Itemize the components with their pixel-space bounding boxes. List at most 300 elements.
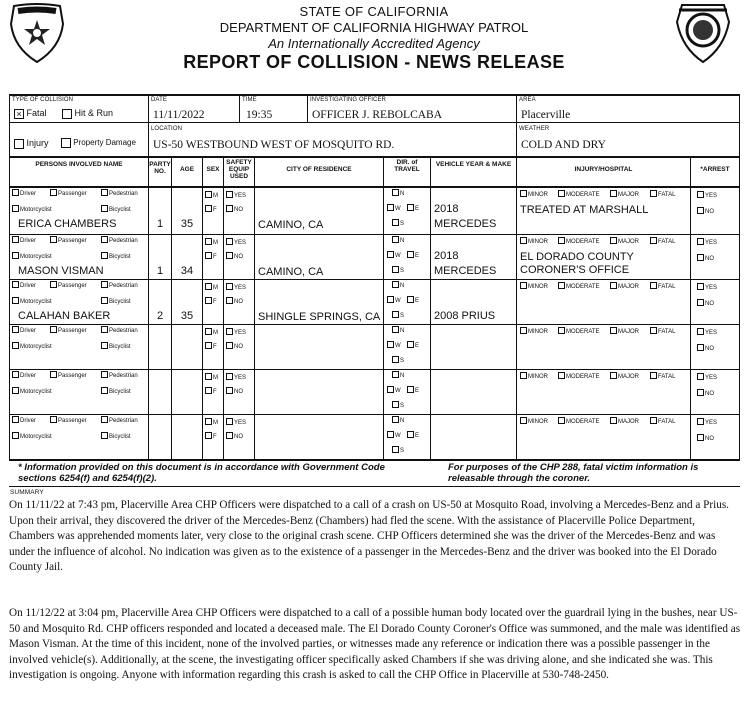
arrest-yes-checkbox[interactable] [697,191,704,198]
summary-label: SUMMARY [10,489,44,496]
sex-f-option[interactable] [205,298,217,305]
injury-minor-checkbox[interactable] [520,282,527,289]
sex-f-label: F [213,344,217,351]
arrest-yes-option[interactable] [697,239,717,246]
dir-e-checkbox[interactable] [407,386,414,393]
passenger-option[interactable] [50,190,87,197]
sex-f-checkbox[interactable] [205,205,212,212]
driver-label: Driver [20,328,36,335]
sex-f-option[interactable] [205,253,217,260]
bicyclist-option[interactable] [101,433,131,440]
bicyclist-option[interactable] [101,343,131,350]
dir-e-checkbox[interactable] [407,296,414,303]
arrest-yes-checkbox[interactable] [697,418,704,425]
injury-minor-label: MINOR [528,284,548,291]
dir-w-option[interactable] [387,252,401,259]
safety-no-checkbox[interactable] [226,387,233,394]
injury-minor-option[interactable] [520,283,548,290]
sex-f-option[interactable] [205,206,217,213]
sex-m-checkbox[interactable] [205,418,212,425]
dir-e-option[interactable] [407,432,419,439]
driver-option[interactable] [12,190,36,197]
injury-major-option[interactable] [610,328,639,335]
injury-moderate-checkbox[interactable] [558,417,565,424]
injury-fatal-option[interactable] [650,191,675,198]
hit-run-checkbox[interactable] [62,109,72,119]
dir-w-option[interactable] [387,205,401,212]
driver-checkbox[interactable] [12,281,19,288]
dir-w-checkbox[interactable] [387,341,394,348]
injury-major-checkbox[interactable] [610,372,617,379]
passenger-checkbox[interactable] [50,236,57,243]
safety-yes-option[interactable] [226,374,246,381]
injury-fatal-checkbox[interactable] [650,327,657,334]
safety-yes-checkbox[interactable] [226,238,233,245]
dir-w-option[interactable] [387,297,401,304]
injury-major-checkbox[interactable] [610,237,617,244]
injury-fatal-label: FATAL [658,239,676,246]
injury-fatal-label: FATAL [658,374,676,381]
injury-fatal-option[interactable] [650,418,675,425]
bicyclist-checkbox[interactable] [101,252,108,259]
dir-s-option[interactable] [392,447,404,454]
bicyclist-checkbox[interactable] [101,205,108,212]
dir-n-label: N [400,418,405,425]
bicyclist-option[interactable] [101,253,131,260]
driver-label: Driver [20,238,36,245]
arrest-no-label: NO [705,256,714,263]
dir-e-checkbox[interactable] [407,431,414,438]
sex-f-checkbox[interactable] [205,297,212,304]
injury-fatal-checkbox[interactable] [650,417,657,424]
injury-moderate-option[interactable] [558,191,600,198]
dir-e-option[interactable] [407,297,419,304]
motorcyclist-checkbox[interactable] [12,387,19,394]
dir-n-label: N [400,238,405,245]
safety-yes-option[interactable] [226,329,246,336]
arrest-yes-label: YES [705,285,718,292]
passenger-option[interactable] [50,417,87,424]
bicyclist-checkbox[interactable] [101,432,108,439]
dir-w-checkbox[interactable] [387,204,394,211]
footnote-government-code: * Information provided on this document is in accordance with Government Code sections 6254(f) and 6254(f)(2). [18,462,385,484]
summary-paragraph-2: On 11/12/22 at 3:04 pm, Placerville Area CHP Officers were dispatched to a call of a possible human body located over the guardrail lying in the bushes, near US-50 and Mosquito Rd. CHP officers responded and located a deceased male. The El Dorado County Coroner's Office was summoned, and the male was identified as Mason Visman. At the time of this incident, none of the involved parties, or witnesses made any reference or indication there was a possible passenger in the involved vehicle(s). Additionally, at the scene, the investigating officer specifically asked Chambers if she was driving alone, and she indicated she was. This investigation is ongoing. Anyone with information regarding this crash is asked to call the CHP Office in Placerville at 530-748-2450. [9,607,741,682]
dir-n-checkbox[interactable] [392,281,399,288]
injury-fatal-option[interactable] [650,328,675,335]
bicyclist-checkbox[interactable] [101,387,108,394]
motorcyclist-checkbox[interactable] [12,252,19,259]
pedestrian-checkbox[interactable] [101,281,108,288]
dir-e-option[interactable] [407,205,419,212]
bicyclist-checkbox[interactable] [101,297,108,304]
dir-n-option[interactable] [392,327,404,334]
injury-minor-label: MINOR [528,374,548,381]
injury-fatal-option[interactable] [650,238,675,245]
dir-s-label: S [400,403,405,410]
pedestrian-label: Pedestrian [109,373,138,380]
arrest-no-option[interactable] [697,208,714,215]
dir-e-checkbox[interactable] [407,341,414,348]
injury-moderate-checkbox[interactable] [558,237,565,244]
dir-n-checkbox[interactable] [392,416,399,423]
safety-yes-checkbox[interactable] [226,418,233,425]
safety-no-checkbox[interactable] [226,205,233,212]
arrest-yes-option[interactable] [697,419,717,426]
driver-option[interactable] [12,327,36,334]
injury-minor-option[interactable] [520,238,548,245]
injury-moderate-label: MODERATE [566,192,600,199]
dir-s-option[interactable] [392,402,404,409]
arrest-no-option[interactable] [697,300,714,307]
passenger-checkbox[interactable] [50,281,57,288]
injury-major-option[interactable] [610,373,639,380]
passenger-label: Passenger [58,191,87,198]
person-name: CALAHAN BAKER [18,310,111,322]
dir-e-checkbox[interactable] [407,204,414,211]
dir-e-label: E [415,388,420,395]
dir-n-option[interactable] [392,237,404,244]
safety-yes-option[interactable] [226,284,246,291]
arrest-no-label: NO [705,209,714,216]
injury-major-checkbox[interactable] [610,282,617,289]
dir-s-option[interactable] [392,220,404,227]
safety-yes-label: YES [234,240,247,247]
officer-value: OFFICER J. REBOLCABA [312,109,443,121]
injury-moderate-option[interactable] [558,328,600,335]
injury-minor-option[interactable] [520,373,548,380]
dir-s-checkbox[interactable] [392,446,399,453]
injury-major-checkbox[interactable] [610,417,617,424]
dir-w-option[interactable] [387,342,401,349]
dir-n-checkbox[interactable] [392,371,399,378]
injury-major-checkbox[interactable] [610,327,617,334]
sex-m-option[interactable] [205,419,218,426]
pedestrian-option[interactable] [101,282,138,289]
injury-major-option[interactable] [610,191,639,198]
passenger-label: Passenger [58,238,87,245]
injury-label: Injury [26,138,49,148]
motorcyclist-option[interactable] [12,206,52,213]
sex-m-checkbox[interactable] [205,191,212,198]
vehicle-make: MERCEDES [434,265,497,277]
dir-n-checkbox[interactable] [392,236,399,243]
injury-moderate-checkbox[interactable] [558,327,565,334]
dir-n-option[interactable] [392,372,404,379]
arrest-no-label: NO [705,301,714,308]
safety-no-option[interactable] [226,343,243,350]
dir-w-checkbox[interactable] [387,251,394,258]
arrest-no-checkbox[interactable] [697,254,704,261]
injury-major-option[interactable] [610,238,639,245]
dir-s-option[interactable] [392,267,404,274]
dir-s-checkbox[interactable] [392,356,399,363]
safety-no-checkbox[interactable] [226,342,233,349]
safety-yes-option[interactable] [226,192,246,199]
driver-checkbox[interactable] [12,371,19,378]
col-vehicle: VEHICLE YEAR & MAKE [435,161,512,168]
sex-f-option[interactable] [205,388,217,395]
sex-m-checkbox[interactable] [205,328,212,335]
safety-no-option[interactable] [226,298,243,305]
arrest-yes-label: YES [705,420,718,427]
sex-m-label: M [213,375,218,382]
bicyclist-option[interactable] [101,298,131,305]
arrest-no-checkbox[interactable] [697,207,704,214]
dir-w-checkbox[interactable] [387,386,394,393]
injury-major-option[interactable] [610,283,639,290]
passenger-checkbox[interactable] [50,189,57,196]
safety-no-option[interactable] [226,253,243,260]
injury-fatal-option[interactable] [650,373,675,380]
injury-major-checkbox[interactable] [610,190,617,197]
motorcyclist-checkbox[interactable] [12,342,19,349]
safety-yes-option[interactable] [226,239,246,246]
weather-label: WEATHER [519,126,550,132]
sex-f-checkbox[interactable] [205,342,212,349]
arrest-no-option[interactable] [697,390,714,397]
injury-major-label: MAJOR [618,374,639,381]
injury-minor-option[interactable] [520,418,548,425]
dir-s-label: S [400,221,405,228]
dir-s-checkbox[interactable] [392,266,399,273]
safety-no-checkbox[interactable] [226,252,233,259]
arrest-no-option[interactable] [697,435,714,442]
sex-m-label: M [213,193,218,200]
sex-f-option[interactable] [205,433,217,440]
passenger-option[interactable] [50,282,87,289]
driver-option[interactable] [12,417,36,424]
dir-s-checkbox[interactable] [392,401,399,408]
pedestrian-label: Pedestrian [109,418,138,425]
safety-no-label: NO [234,207,243,214]
party-number: 2 [156,310,164,322]
dir-n-checkbox[interactable] [392,189,399,196]
sex-m-checkbox[interactable] [205,238,212,245]
sex-m-option[interactable] [205,192,218,199]
dir-n-label: N [400,328,405,335]
sex-m-option[interactable] [205,374,218,381]
injury-moderate-option[interactable] [558,238,600,245]
injury-minor-option[interactable] [520,191,548,198]
arrest-no-option[interactable] [697,345,714,352]
injury-moderate-checkbox[interactable] [558,190,565,197]
passenger-checkbox[interactable] [50,416,57,423]
arrest-yes-checkbox[interactable] [697,283,704,290]
date-value: 11/11/2022 [153,109,205,121]
bicyclist-label: Bicyclist [109,254,131,261]
dir-w-option[interactable] [387,432,401,439]
dir-n-checkbox[interactable] [392,326,399,333]
arrest-no-label: NO [705,346,714,353]
sex-m-option[interactable] [205,329,218,336]
dir-e-option[interactable] [407,342,419,349]
injury-minor-label: MINOR [528,329,548,336]
pedestrian-checkbox[interactable] [101,371,108,378]
arrest-yes-option[interactable] [697,284,717,291]
bicyclist-label: Bicyclist [109,344,131,351]
arrest-yes-option[interactable] [697,329,717,336]
injury-fatal-checkbox[interactable] [650,237,657,244]
city-of-residence: CAMINO, CA [258,219,324,231]
safety-no-checkbox[interactable] [226,432,233,439]
injury-moderate-checkbox[interactable] [558,372,565,379]
injury-minor-checkbox[interactable] [520,372,527,379]
safety-yes-checkbox[interactable] [226,283,233,290]
passenger-option[interactable] [50,237,87,244]
header-department: DEPARTMENT OF CALIFORNIA HIGHWAY PATROL [219,20,529,35]
dir-s-option[interactable] [392,357,404,364]
injury-major-label: MAJOR [618,192,639,199]
injury-minor-option[interactable] [520,328,548,335]
safety-yes-checkbox[interactable] [226,328,233,335]
col-age: AGE [179,166,195,173]
injury-option[interactable] [14,138,49,149]
injury-fatal-option[interactable] [650,283,675,290]
safety-yes-label: YES [234,193,247,200]
passenger-option[interactable] [50,327,87,334]
header-state: STATE OF CALIFORNIA [299,4,449,19]
motorcyclist-option[interactable] [12,298,52,305]
dir-e-option[interactable] [407,387,419,394]
passenger-option[interactable] [50,372,87,379]
sex-f-checkbox[interactable] [205,432,212,439]
bicyclist-option[interactable] [101,206,131,213]
bicyclist-checkbox[interactable] [101,342,108,349]
vehicle-year: 2018 [434,250,459,262]
summary-paragraph-1: On 11/11/22 at 7:43 pm, Placerville Area CHP Officers were dispatched to a call of a crash on US-50 at Mosquito Road, involving a Mercedes-Benz and a Prius. Upon their arrival, they discovered the driver of the Mercedes-Benz (Chambers) had fled the scene. With the assistance of Placerville Police Department, Chambers was apprehended moments later, very close to the original crash scene. CHP Officers determined she was the driver of the Mercedes-Benz and was under the influence of alcohol. No indication was given as to the existence of a passenger in the Mercedes-Benz and the driver was booked into the El Dorado County Jail. [9,499,729,574]
injury-moderate-option[interactable] [558,418,600,425]
motorcyclist-label: Motorcyclist [20,254,52,261]
pedestrian-checkbox[interactable] [101,236,108,243]
injury-fatal-checkbox[interactable] [650,190,657,197]
pedestrian-option[interactable] [101,417,138,424]
dir-s-label: S [400,358,405,365]
injury-major-label: MAJOR [618,329,639,336]
sex-m-option[interactable] [205,239,218,246]
pedestrian-option[interactable] [101,190,138,197]
safety-no-option[interactable] [226,388,243,395]
sex-m-checkbox[interactable] [205,373,212,380]
driver-option[interactable] [12,282,36,289]
pedestrian-label: Pedestrian [109,191,138,198]
driver-checkbox[interactable] [12,189,19,196]
driver-checkbox[interactable] [12,416,19,423]
motorcyclist-checkbox[interactable] [12,205,19,212]
driver-label: Driver [20,373,36,380]
property-damage-option[interactable] [61,138,136,148]
dir-s-checkbox[interactable] [392,219,399,226]
injury-fatal-checkbox[interactable] [650,282,657,289]
injury-minor-checkbox[interactable] [520,417,527,424]
arrest-yes-checkbox[interactable] [697,328,704,335]
passenger-checkbox[interactable] [50,371,57,378]
fatal-option[interactable] [14,108,47,119]
dir-s-checkbox[interactable] [392,311,399,318]
safety-no-checkbox[interactable] [226,297,233,304]
arrest-no-checkbox[interactable] [697,299,704,306]
sex-f-option[interactable] [205,343,217,350]
dir-n-option[interactable] [392,190,404,197]
injury-moderate-option[interactable] [558,283,600,290]
pedestrian-option[interactable] [101,327,138,334]
motorcyclist-option[interactable] [12,433,52,440]
bicyclist-label: Bicyclist [109,434,131,441]
dir-n-option[interactable] [392,417,404,424]
arrest-yes-checkbox[interactable] [697,238,704,245]
dir-s-option[interactable] [392,312,404,319]
driver-option[interactable] [12,372,36,379]
safety-yes-checkbox[interactable] [226,373,233,380]
fatal-checkbox[interactable]: × [14,109,24,119]
passenger-checkbox[interactable] [50,326,57,333]
driver-checkbox[interactable] [12,236,19,243]
dir-e-option[interactable] [407,252,419,259]
pedestrian-checkbox[interactable] [101,326,108,333]
dir-e-checkbox[interactable] [407,251,414,258]
injury-moderate-option[interactable] [558,373,600,380]
col-injury: INJURY/HOSPITAL [574,166,633,173]
arrest-yes-option[interactable] [697,374,717,381]
hit-run-option[interactable] [62,108,113,119]
safety-yes-checkbox[interactable] [226,191,233,198]
motorcyclist-option[interactable] [12,253,52,260]
motorcyclist-checkbox[interactable] [12,297,19,304]
bicyclist-option[interactable] [101,388,131,395]
sex-f-checkbox[interactable] [205,387,212,394]
motorcyclist-option[interactable] [12,343,52,350]
sex-m-checkbox[interactable] [205,283,212,290]
dir-n-option[interactable] [392,282,404,289]
injury-minor-checkbox[interactable] [520,327,527,334]
pedestrian-option[interactable] [101,372,138,379]
arrest-no-option[interactable] [697,255,714,262]
arrest-no-checkbox[interactable] [697,389,704,396]
injury-checkbox[interactable] [14,139,24,149]
arrest-yes-checkbox[interactable] [697,373,704,380]
safety-no-option[interactable] [226,206,243,213]
driver-option[interactable] [12,237,36,244]
pedestrian-label: Pedestrian [109,328,138,335]
motorcyclist-checkbox[interactable] [12,432,19,439]
dir-w-checkbox[interactable] [387,431,394,438]
injury-moderate-checkbox[interactable] [558,282,565,289]
pedestrian-option[interactable] [101,237,138,244]
sex-f-checkbox[interactable] [205,252,212,259]
injury-major-option[interactable] [610,418,639,425]
injury-minor-checkbox[interactable] [520,237,527,244]
arrest-no-checkbox[interactable] [697,434,704,441]
safety-yes-option[interactable] [226,419,246,426]
pedestrian-checkbox[interactable] [101,189,108,196]
arrest-yes-label: YES [705,375,718,382]
injury-minor-checkbox[interactable] [520,190,527,197]
dir-w-checkbox[interactable] [387,296,394,303]
arrest-no-checkbox[interactable] [697,344,704,351]
property-damage-checkbox[interactable] [61,138,71,148]
dir-e-label: E [415,343,420,350]
motorcyclist-option[interactable] [12,388,52,395]
driver-checkbox[interactable] [12,326,19,333]
safety-no-option[interactable] [226,433,243,440]
sex-m-option[interactable] [205,284,218,291]
arrest-no-label: NO [705,436,714,443]
arrest-yes-option[interactable] [697,192,717,199]
pedestrian-checkbox[interactable] [101,416,108,423]
dir-w-option[interactable] [387,387,401,394]
injury-fatal-checkbox[interactable] [650,372,657,379]
dir-w-label: W [395,206,401,213]
person-age: 34 [180,265,194,277]
